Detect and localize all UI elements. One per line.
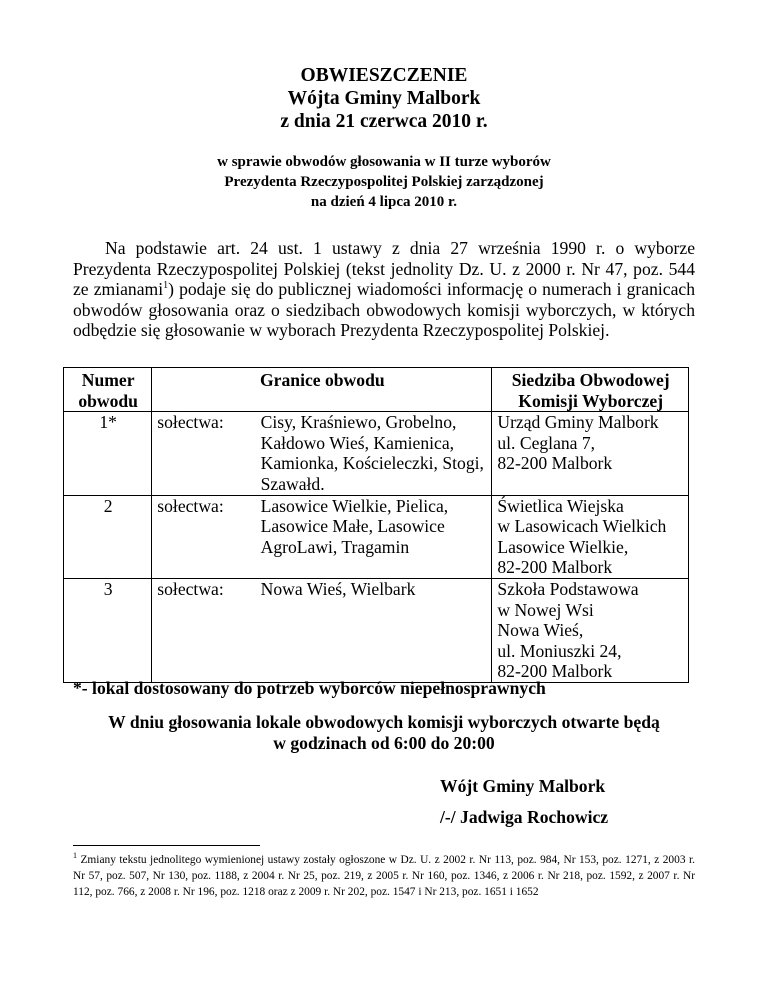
district-number: 3 (64, 578, 152, 682)
table-row (64, 578, 689, 682)
districts-table (63, 367, 689, 683)
hours-line-1: W dniu głosowania lokale obwodowych komisji wyborczych otwarte będą (108, 712, 660, 732)
signature-name: /-/ Jadwiga Rochowicz (440, 807, 609, 827)
document-title (0, 64, 768, 133)
document-subject (0, 152, 768, 212)
district-type: sołectwa: (152, 495, 256, 578)
subject-line-1: w sprawie obwodów głosowania w II turze wyborów (217, 154, 551, 170)
district-seat: Szkoła Podstawowa w Nowej Wsi Nowa Wieś, ul. Moniuszki 24, 82-200 Malbork (492, 578, 689, 682)
district-seat: Świetlica Wiejska w Lasowicach Wielkich Lasowice Wielkie, 82-200 Malbork (492, 495, 689, 578)
footnote (73, 852, 695, 900)
table-row (64, 412, 689, 495)
district-seat: Urząd Gminy Malbork ul. Ceglana 7, 82-200 Malbork (492, 412, 689, 495)
footnote-text: Zmiany tekstu jednolitego wymienionej ustawy zostały ogłoszone w Dz. U. z 2002 r. Nr 113, poz. 984, Nr 153, poz. 1271, z 2003 r. Nr 57, poz. 507, Nr 130, poz. 1188, z 2004 r. Nr 25, poz. 219, z 2005 r. Nr 160, poz. 1346, z 2006 r. Nr 218, poz. 1592, z 2007 r. Nr 112, poz. 766, z 2008 r. Nr 196, poz. 1218 oraz z 2009 r. Nr 202, poz. 1547 i Nr 213, poz. 1651 i 1652 (73, 854, 695, 898)
opening-hours (0, 712, 768, 754)
subject-line-2: Prezydenta Rzeczypospolitej Polskiej zarządzonej (224, 174, 544, 190)
footnote-divider (73, 845, 260, 846)
subject-line-3: na dzień 4 lipca 2010 r. (310, 194, 458, 210)
intro-paragraph (73, 238, 695, 341)
header-seat: Siedziba Obwodowej Komisji Wyborczej (492, 368, 689, 412)
intro-part-2: ) podaje się do publicznej wiadomości informację o numerach i granicach obwodów głosowania oraz o siedzibach obwodowych komisji wyborczych, w których odbędzie się głosowanie w wyborach Prezydenta Rzeczypospolitej Polskiej. (73, 279, 695, 341)
table-row (64, 495, 689, 578)
footnote-ref: 1 (163, 280, 169, 292)
district-number: 2 (64, 495, 152, 578)
district-villages: Cisy, Kraśniewo, Grobelno, Kałdowo Wieś, Kamienica, Kamionka, Kościeleczki, Stogi, Szawałd. (256, 412, 492, 495)
title-line-1: OBWIESZCZENIE (300, 65, 468, 86)
header-boundaries: Granice obwodu (152, 368, 492, 412)
district-villages: Nowa Wieś, Wielbark (256, 578, 492, 682)
district-type: sołectwa: (152, 578, 256, 682)
district-number: 1* (64, 412, 152, 495)
title-line-3: z dnia 21 czerwca 2010 r. (280, 111, 488, 132)
intro-part-1: Na podstawie art. 24 ust. 1 ustawy z dnia 27 września 1990 r. o wyborze Prezydenta Rzeczypospolitej Polskiej (tekst jednolity Dz. U. z 2000 r. Nr 47, poz. 544 ze zmianami (73, 238, 695, 300)
header-number: Numer obwodu (64, 368, 152, 412)
hours-line-2: w godzinach od 6:00 do 20:00 (273, 733, 495, 753)
table-header-row (64, 368, 689, 412)
district-type: sołectwa: (152, 412, 256, 495)
district-villages: Lasowice Wielkie, Pielica, Lasowice Małe, Lasowice AgroLawi, Tragamin (256, 495, 492, 578)
signature-role: Wójt Gminy Malbork (440, 776, 606, 796)
accessibility-note: *- lokal dostosowany do potrzeb wyborców niepełnosprawnych (73, 678, 546, 698)
title-line-2: Wójta Gminy Malbork (287, 88, 481, 109)
footnote-mark: 1 (73, 851, 77, 861)
